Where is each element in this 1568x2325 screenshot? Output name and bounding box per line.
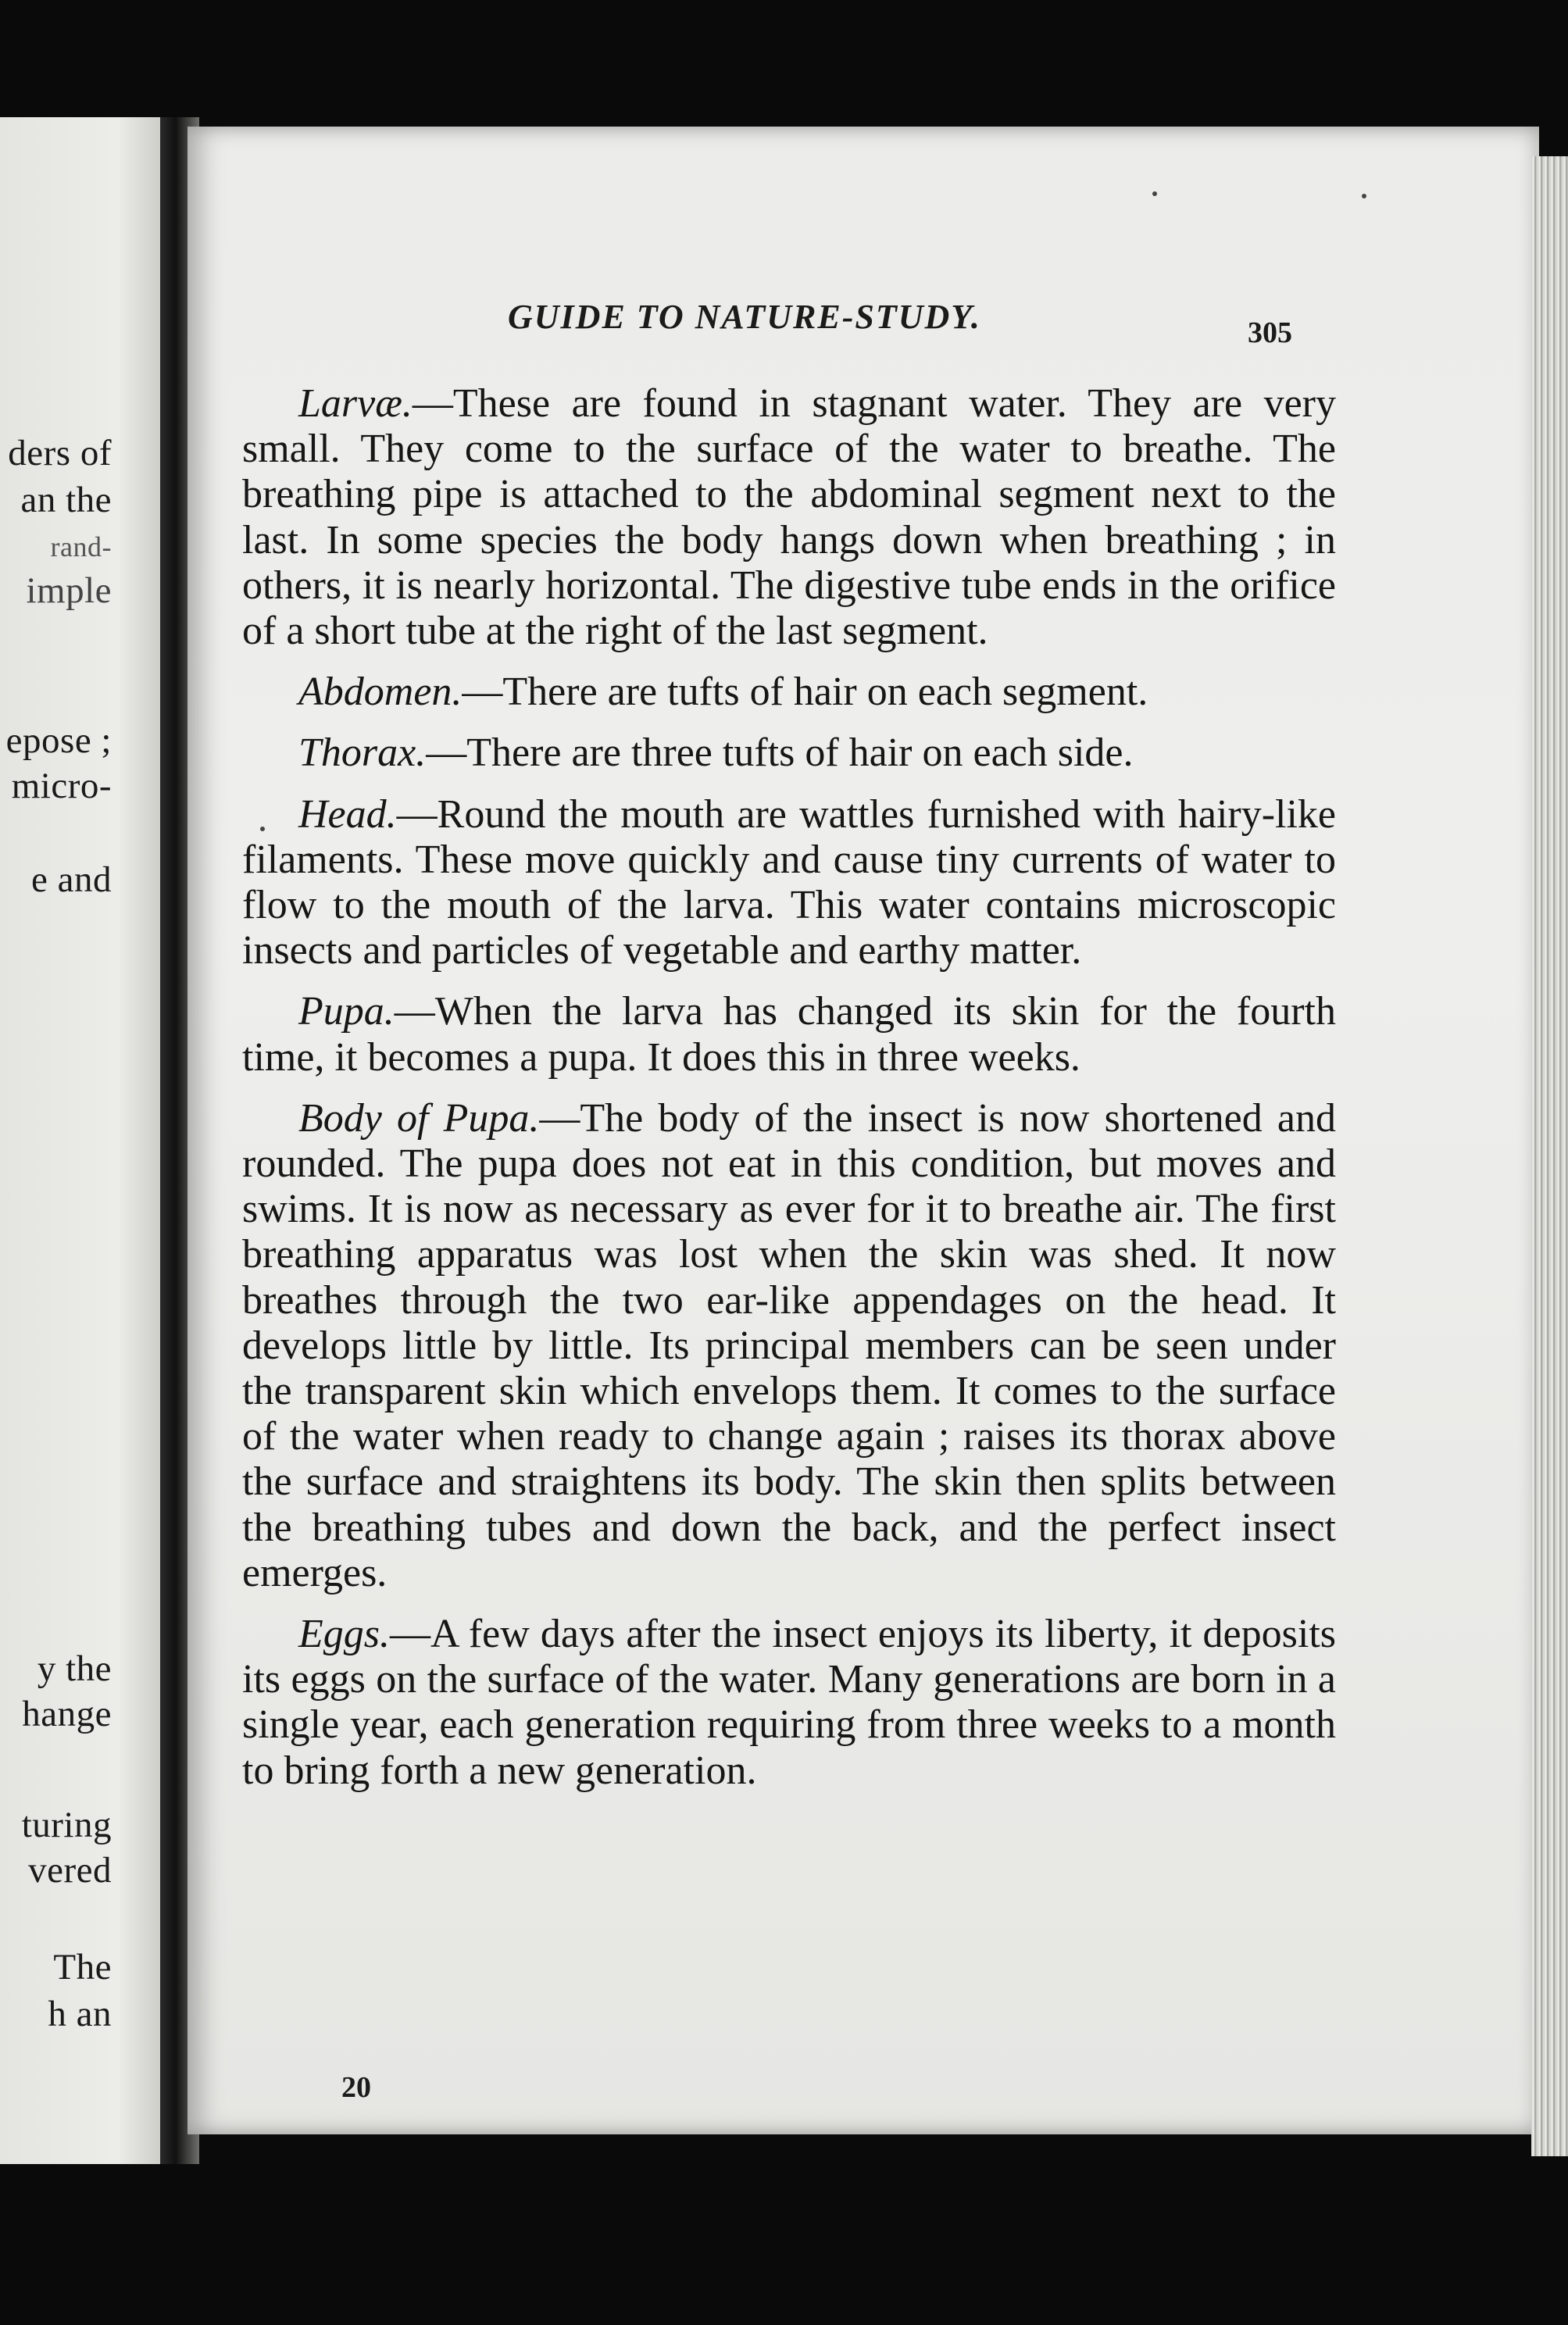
left-page-line: turing	[21, 1805, 112, 1845]
facing-page-fragment	[0, 117, 168, 2164]
left-page-line: The	[53, 1947, 112, 1988]
left-page-line: hange	[22, 1694, 112, 1734]
page-number: 305	[1248, 316, 1292, 349]
paragraph-text: —There are three tufts of hair on each side.	[426, 730, 1134, 776]
paragraph-abdomen	[242, 670, 1336, 715]
paragraph-thorax	[242, 730, 1336, 776]
paragraph-body-of-pupa	[242, 1096, 1336, 1596]
paragraph-text: —The body of the insect is now shortened and rounded. The pupa does not eat in this condition, but moves and swims. It is now as necessary as ever for it to breathe air. The first breathing apparatus was lost when the skin was shed. It now breathes through the two ear-like appendages on the head. It develops little by little. Its principal members can be seen under the transparent skin which envelops them. It comes to the surface of the water when ready to change again ; raises its thorax above the surface and straightens its body. The skin then splits between the breathing tubes and down the back, and the perfect insect emerges.	[242, 1095, 1336, 1595]
paragraph-label: Pupa.	[298, 989, 395, 1034]
paragraph-text: —A few days after the insect enjoys its liberty, it deposits its eggs on the surface of the water. Many generations are born in a single year, each generation requiring from three weeks to a month to bring forth a new generation.	[242, 1612, 1336, 1793]
page-edges	[1531, 156, 1568, 2156]
paragraph-head	[242, 792, 1336, 974]
paragraph-text: —Round the mouth are wattles furnished with hairy-like filaments. These move quickly and cause tiny currents of water to flow to the mouth of the larva. This water contains microscopic insects and particles of vegetable and earthy matter.	[242, 791, 1336, 973]
left-page-line: y the	[37, 1648, 112, 1689]
left-page-line: e and	[31, 859, 112, 900]
left-page-line: imple	[26, 570, 112, 611]
paragraph-larvae	[242, 381, 1336, 654]
paragraph-label: Head.	[298, 791, 397, 837]
paragraph-text: —There are tufts of hair on each segment.	[462, 670, 1148, 715]
running-head-title: GUIDE TO NATURE-STUDY.	[508, 298, 981, 336]
paragraph-label: Body of Pupa.	[298, 1095, 540, 1141]
left-page-line: h an	[48, 1994, 112, 2034]
paragraph-label: Abdomen.	[298, 670, 463, 715]
paragraph-eggs	[242, 1612, 1336, 1794]
left-page-line: ders of	[8, 433, 112, 473]
dust-speck	[260, 827, 265, 831]
left-page-line: vered	[28, 1850, 112, 1891]
signature-mark: 20	[341, 2071, 371, 2104]
left-page-line: rand-	[50, 531, 112, 562]
paragraph-text: —When the larva has changed its skin for the fourth time, it becomes a pupa. It does this in three weeks.	[242, 989, 1336, 1080]
dust-speck	[1152, 191, 1157, 196]
page-body-text	[242, 381, 1336, 1809]
paragraph-label: Larvæ.	[298, 381, 413, 426]
left-page-line: an the	[20, 480, 112, 520]
paragraph-label: Eggs.	[298, 1612, 390, 1657]
paragraph-text: —These are found in stagnant water. They are very small. They come to the surface of the water to breathe. The breathing pipe is attached to the abdominal segment next to the last. In some species the body hangs down when breathing ; in others, it is nearly horizontal. The digestive tube ends in the orifice of a short tube at the right of the last segment.	[242, 381, 1336, 654]
paragraph-label: Thorax.	[298, 730, 427, 776]
dust-speck	[1362, 194, 1366, 198]
paragraph-pupa	[242, 989, 1336, 1080]
left-page-line: epose ;	[5, 720, 112, 761]
left-page-line: micro-	[11, 766, 112, 806]
